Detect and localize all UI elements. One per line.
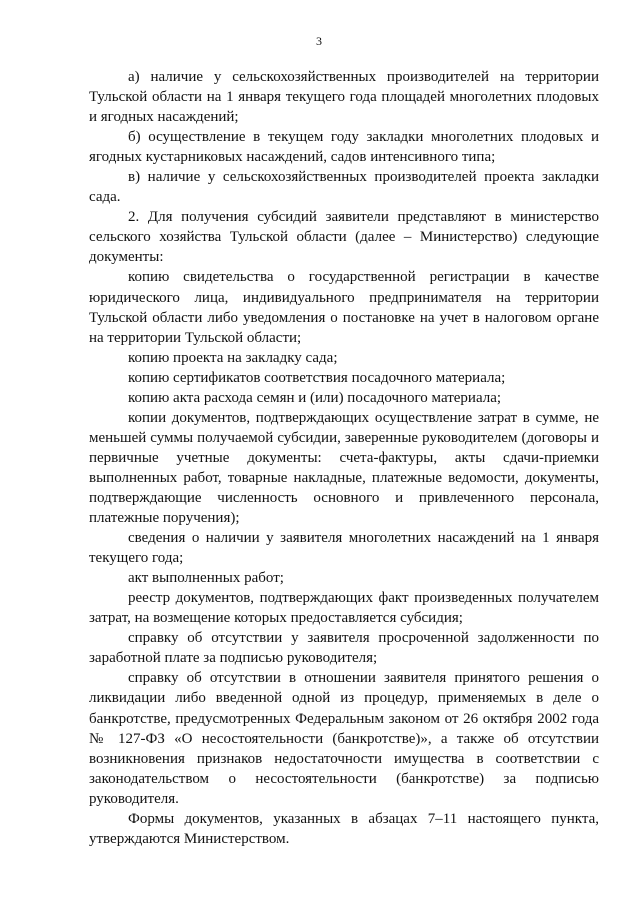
document-body xyxy=(89,67,599,849)
paragraph-salary-debt-certificate: справку об отсутствии у заявителя просроченной задолженности по заработной плате за подписью руководителя; xyxy=(89,630,599,667)
paragraph-expense-documents: копии документов, подтверждающих осуществление затрат в сумме, не меньшей суммы получаемой субсидии, заверенные руководителем (договоры и первичные учетные документы: счета-фактуры, акты сдачи-приемки выполненных работ, товарные накладные, платежные ведомости, документы, подтверждающие численность основного и привлеченного персонала, платежные поручения); xyxy=(89,409,599,527)
paragraph-condition-a: а) наличие у сельскохозяйственных производителей на территории Тульской области на 1 января текущего года площадей многолетних плодовых и ягодных насаждений; xyxy=(89,69,599,126)
paragraph-document-forms: Формы документов, указанных в абзацах 7–11 настоящего пункта, утверждаются Министерством. xyxy=(89,810,599,847)
paragraph-project-copy: копию проекта на закладку сада; xyxy=(128,349,338,366)
paragraph-seed-act-copy: копию акта расхода семян и (или) посадочного материала; xyxy=(128,389,502,406)
paragraph-condition-v: в) наличие у сельскохозяйственных производителей проекта закладки сада. xyxy=(89,169,599,206)
paragraph-clause-2: 2. Для получения субсидий заявители представляют в министерство сельского хозяйства Тульской области (далее – Министерство) следующие документы: xyxy=(89,209,599,266)
paragraph-registration-copy: копию свидетельства о государственной регистрации в качестве юридического лица, индивидуального предпринимателя на территории Тульской области либо уведомления о постановке на учет в налоговом органе на территории Тульской области; xyxy=(89,269,599,346)
page-number: 3 xyxy=(316,34,322,48)
paragraph-documents-register: реестр документов, подтверждающих факт произведенных получателем затрат, на возмещение которых предоставляется субсидия; xyxy=(89,590,599,627)
paragraph-plantings-info: сведения о наличии у заявителя многолетних насаждений на 1 января текущего года; xyxy=(89,530,599,567)
paragraph-work-act: акт выполненных работ; xyxy=(128,570,284,587)
paragraph-bankruptcy-certificate: справку об отсутствии в отношении заявителя принятого решения о ликвидации либо введенной одной из процедур, применяемых в деле о банкротстве, предусмотренных Федеральным законом от 26 октября 2002 года № 127-ФЗ «О несостоятельности (банкротстве)», а также об отсутствии возникновения признаков недостаточности имущества в соответствии с законодательством о несостоятельности (банкротстве) за подписью руководителя. xyxy=(89,670,599,807)
paragraph-certificates-copy: копию сертификатов соответствия посадочного материала; xyxy=(128,369,506,386)
paragraph-condition-b: б) осуществление в текущем году закладки многолетних плодовых и ягодных кустарниковых насаждений, садов интенсивного типа; xyxy=(89,129,599,166)
